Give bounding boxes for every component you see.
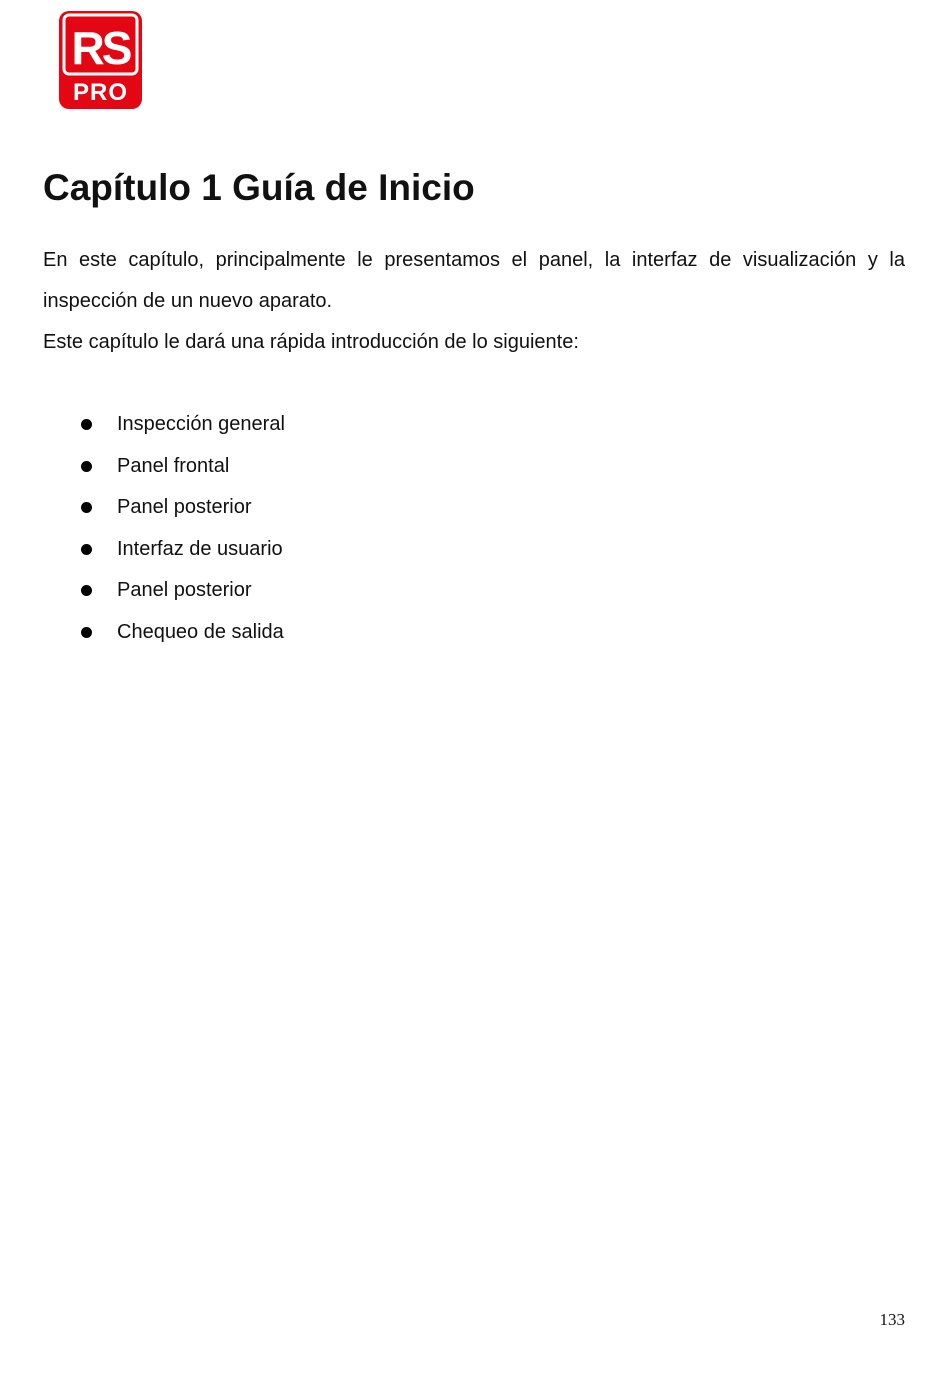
svg-text:RS: RS [71,22,130,74]
list-item-label: Panel frontal [117,454,230,477]
bullet-icon [81,419,92,430]
bullet-icon [81,502,92,513]
bullet-icon [81,461,92,472]
list-item-label: Panel posterior [117,579,252,601]
page-number: 133 [879,1310,905,1329]
list-item-label: Panel posterior [117,496,252,518]
list-item-label: Chequeo de salida [117,620,284,643]
intro-paragraph: En este capítulo, principalmente le presentamos el panel, la interfaz de visualización y la inspección de un nuevo aparato. [43,249,905,312]
svg-text:PRO: PRO [72,79,129,106]
list-item-label: Interfaz de usuario [117,537,283,560]
bullet-icon [81,585,92,596]
bullet-icon [81,627,92,638]
list-item-label: Inspección general [117,413,285,435]
chapter-title: Capítulo 1 Guía de Inicio [43,167,475,208]
bullet-icon [81,544,92,555]
lead-paragraph: Este capítulo le dará una rápida introducción de lo siguiente: [43,331,579,353]
rs-pro-logo [58,10,143,110]
